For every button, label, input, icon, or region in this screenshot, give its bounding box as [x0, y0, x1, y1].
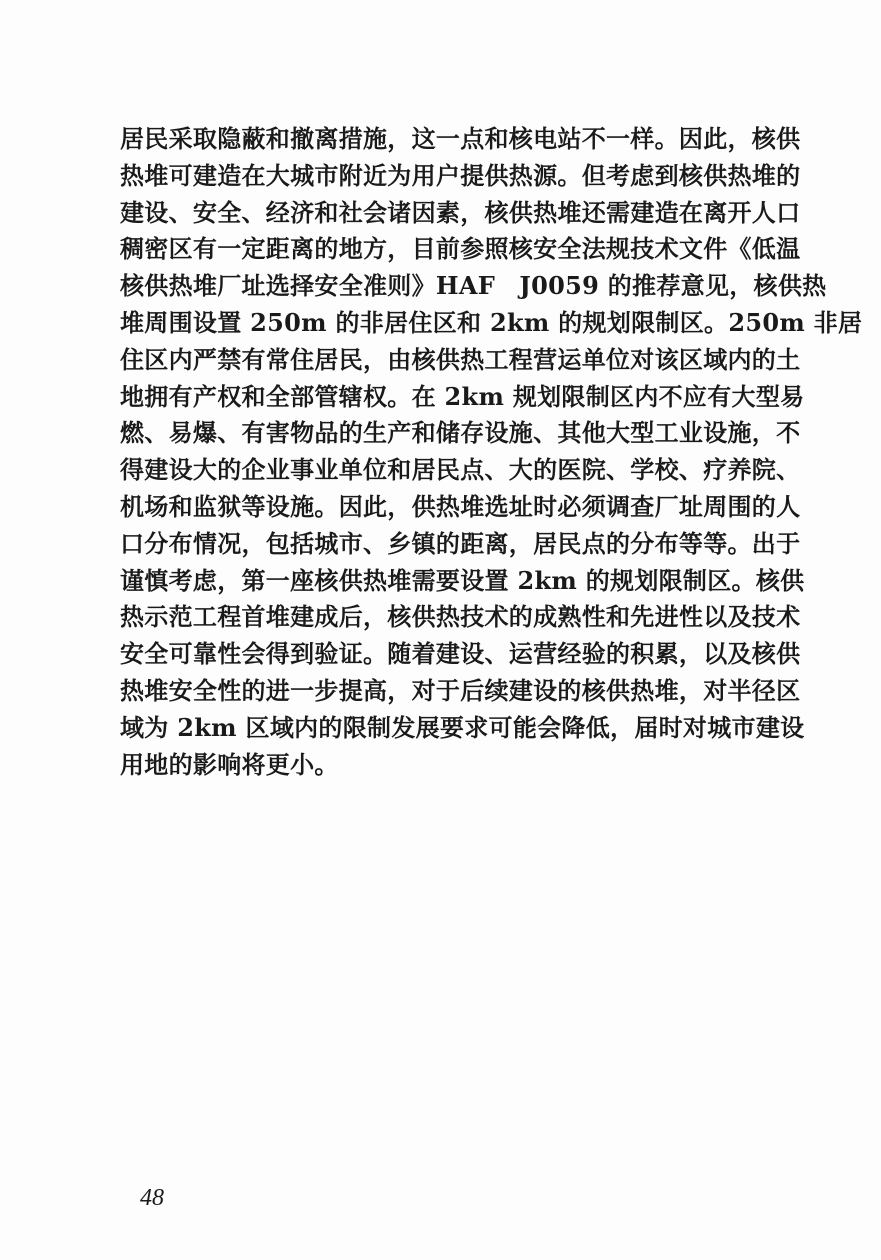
- text-line: 热堆安全性的进一步提高，对于后续建设的核供热堆，对半径区: [120, 675, 801, 705]
- text-line: 热示范工程首堆建成后，核供热技术的成熟性和先进性以及技术: [120, 602, 801, 632]
- text-line: 稠密区有一定距离的地方，目前参照核安全法规技术文件《低温: [120, 234, 801, 264]
- body-paragraph: [120, 121, 863, 783]
- text-line: 用地的影响将更小。: [120, 749, 339, 779]
- text-line: 域为 2km 区域内的限制发展要求可能会降低，届时对城市建设: [120, 712, 805, 742]
- text-line: 谨慎考虑，第一座核供热堆需要设置 2km 的规划限制区。核供: [120, 565, 805, 595]
- text-line: 地拥有产权和全部管辖权。在 2km 规划限制区内不应有大型易: [120, 381, 805, 411]
- text-line: 得建设大的企业事业单位和居民点、大的医院、学校、疗养院、: [120, 455, 801, 485]
- text-line: 住区内严禁有常住居民，由核供热工程营运单位对该区域内的土: [120, 344, 801, 374]
- page-number: 48: [140, 1185, 164, 1211]
- text-line: 居民采取隐蔽和撤离措施，这一点和核电站不一样。因此，核供: [120, 124, 801, 153]
- text-line: 口分布情况，包括城市、乡镇的距离，居民点的分布等等。出于: [120, 528, 801, 558]
- text-line: 机场和监狱等设施。因此，供热堆选址时必须调查厂址周围的人: [120, 491, 801, 521]
- text-line: 安全可靠性会得到验证。随着建设、运营经验的积累，以及核供: [120, 639, 801, 669]
- text-line: 堆周围设置 250m 的非居住区和 2km 的规划限制区。250m 非居: [120, 307, 863, 337]
- text-line: 核供热堆厂址选择安全准则》HAF J0059 的推荐意见，核供热: [120, 271, 827, 301]
- text-line: 热堆可建造在大城市附近为用户提供热源。但考虑到核供热堆的: [120, 160, 801, 190]
- text-line: 建设、安全、经济和社会诸因素，核供热堆还需建造在离开人口: [120, 197, 801, 227]
- text-line: 燃、易爆、有害物品的生产和储存设施、其他大型工业设施，不: [120, 418, 801, 448]
